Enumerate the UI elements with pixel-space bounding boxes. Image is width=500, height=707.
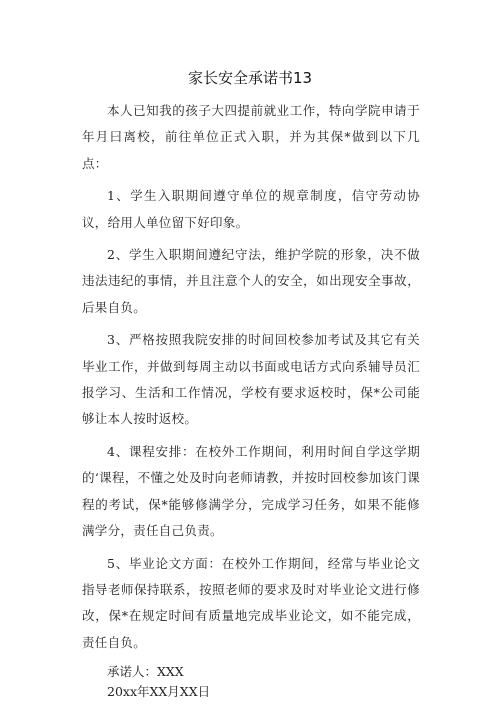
commitment-item-4: 4、课程安排：在校外工作期间，利用时间自学这学期的‘课程，不懂之处及时向老师请教，并按时回校参加该门课程的考试，保*能够修满学分，完成学习任务，如果不能修满学分，责任自己负责。 xyxy=(82,443,420,539)
document-body xyxy=(82,98,420,702)
commitment-item-3: 3、严格按照我院安排的时间回校参加考试及其它有关毕业工作，并做到每周主动以书面或电话方式向系辅导员汇报学习、生活和工作情况，学校有要求返校时，保*公司能够让本人按时返校。 xyxy=(82,332,420,427)
date-line: 20xx年XX月XX日 xyxy=(107,684,211,700)
intro-paragraph: 本人已知我的孩子大四提前就业工作，特向学院申请于年月曰离校，前往单位正式入职，并为其保*做到以下几点： xyxy=(82,103,420,171)
commitment-item-1: 1、学生入职期间遵守单位的规章制度，信守劳动协议，给用人单位留下好印象。 xyxy=(82,188,420,230)
document-title: 家长安全承诺书13 xyxy=(187,69,313,87)
commitment-item-5: 5、毕业论文方面：在校外工作期间，经常与毕业论文指导老师保持联系，按照老师的要求及时对毕业论文进行修改，保*在规定时间有质量地完成毕业论文，如不能完成，责任自负。 xyxy=(82,555,420,650)
commitment-item-2: 2、学生入职期间遵纪守法，维护学院的形象，决不做违法违纪的事情，并且注意个人的安全，如出现安全事故，后果自负。 xyxy=(82,247,420,315)
signature-line: 承诺人：XXX xyxy=(107,664,184,680)
